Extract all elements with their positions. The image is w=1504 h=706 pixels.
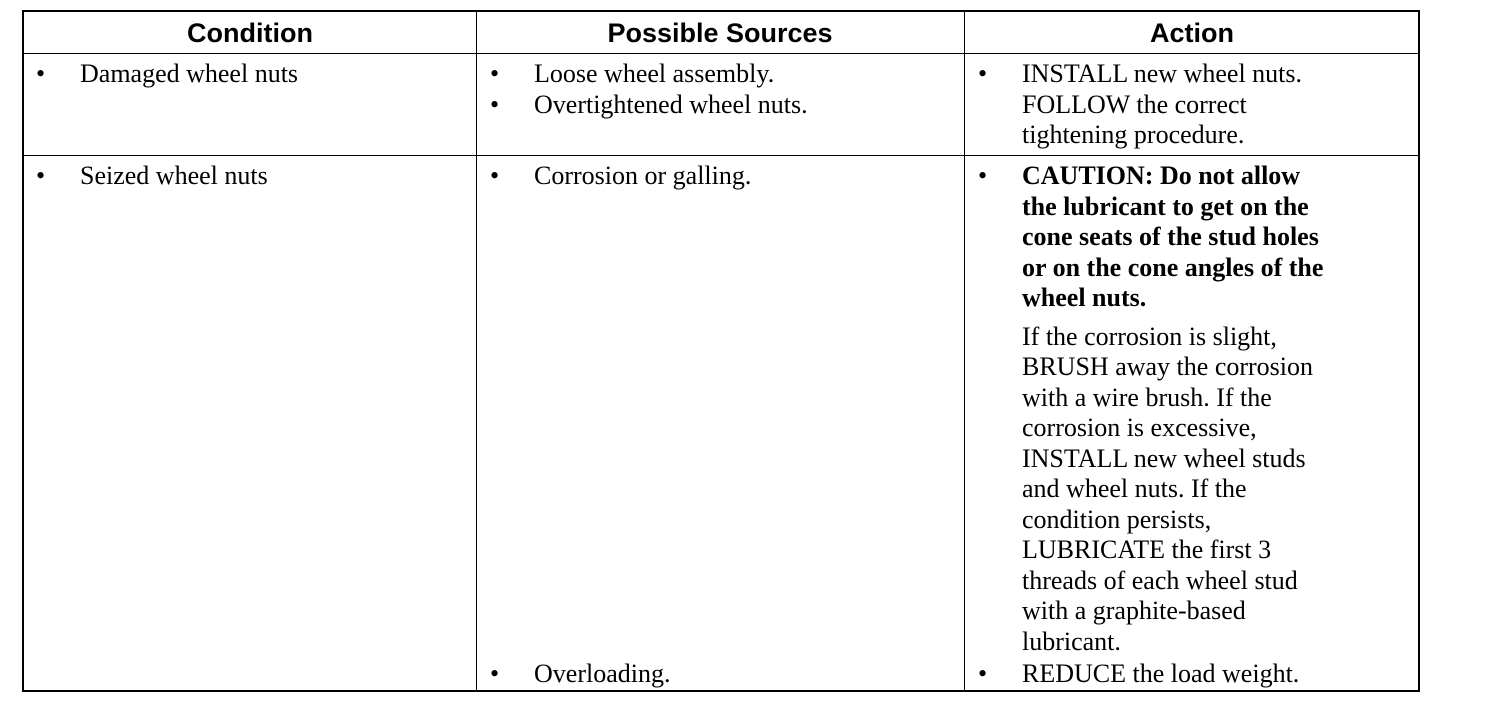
action-line: BRUSH away the corrosion [1022, 352, 1314, 381]
bullet: • [978, 59, 988, 88]
action-line: threads of each wheel stud [1022, 565, 1298, 595]
condition-text: Damaged wheel nuts [80, 59, 299, 88]
bullet: • [978, 161, 988, 190]
action-line: tightening procedure. [1022, 120, 1245, 149]
row-2-sources-cell-second [478, 659, 964, 690]
condition-text: Seized wheel nuts [80, 161, 268, 190]
bullet: • [36, 59, 46, 88]
action-line: lubricant. [1022, 626, 1121, 656]
source-text: Overtightened wheel nuts. [534, 89, 808, 119]
list-item [478, 161, 964, 192]
list-item [966, 659, 1420, 690]
row-divider [24, 155, 1418, 156]
action-line: INSTALL new wheel nuts. [1022, 59, 1303, 88]
source-text: Overloading. [534, 659, 671, 688]
row-1-condition-cell [24, 59, 476, 90]
caution-line: the lubricant to get on the [1022, 191, 1309, 221]
caution-note [966, 161, 1420, 314]
bullet: • [978, 659, 988, 688]
list-item [478, 90, 964, 121]
header-possible-sources: Possible Sources [607, 18, 833, 48]
action-line: INSTALL new wheel studs [1022, 443, 1306, 473]
row-2-action-cell-second [966, 659, 1420, 690]
list-item [24, 59, 476, 90]
list-item [966, 59, 1420, 151]
action-line: and wheel nuts. If the [1022, 474, 1247, 503]
bullet: • [490, 89, 500, 119]
list-item [24, 161, 476, 192]
action-line: LUBRICATE the first 3 [1022, 535, 1272, 564]
header-condition: Condition [187, 18, 313, 48]
action-line: condition persists, [1022, 504, 1212, 534]
row-1-sources-cell [478, 59, 964, 120]
header-action: Action [1150, 18, 1234, 48]
row-2-condition-cell [24, 161, 476, 192]
caution-line: wheel nuts. [1022, 283, 1147, 312]
column-divider [476, 12, 477, 690]
diagnosis-table [22, 10, 1420, 692]
bullet: • [490, 659, 500, 688]
row-1-action-cell [966, 59, 1420, 151]
caution-line: cone seats of the stud holes [1022, 222, 1319, 251]
action-line: with a wire brush. If the [1022, 382, 1272, 412]
list-item [478, 59, 964, 90]
action-line: FOLLOW the correct [1022, 89, 1247, 119]
action-line: If the corrosion is slight, [1022, 321, 1277, 351]
action-line: with a graphite-based [1022, 596, 1246, 625]
action-line: corrosion is excessive, [1022, 413, 1257, 442]
action-paragraph [966, 322, 1420, 658]
row-2-sources-cell [478, 161, 964, 192]
bullet: • [490, 161, 500, 190]
source-text: Loose wheel assembly. [534, 59, 775, 88]
list-item [478, 659, 964, 690]
source-text: Corrosion or galling. [534, 161, 752, 190]
row-2-action-cell [966, 161, 1420, 657]
caution-line: CAUTION: Do not allow [1022, 161, 1301, 190]
caution-line: or on the cone angles of the [1022, 252, 1324, 282]
bullet: • [490, 59, 500, 88]
bullet: • [36, 161, 46, 190]
action-text: REDUCE the load weight. [1022, 659, 1300, 688]
column-divider [964, 12, 965, 690]
